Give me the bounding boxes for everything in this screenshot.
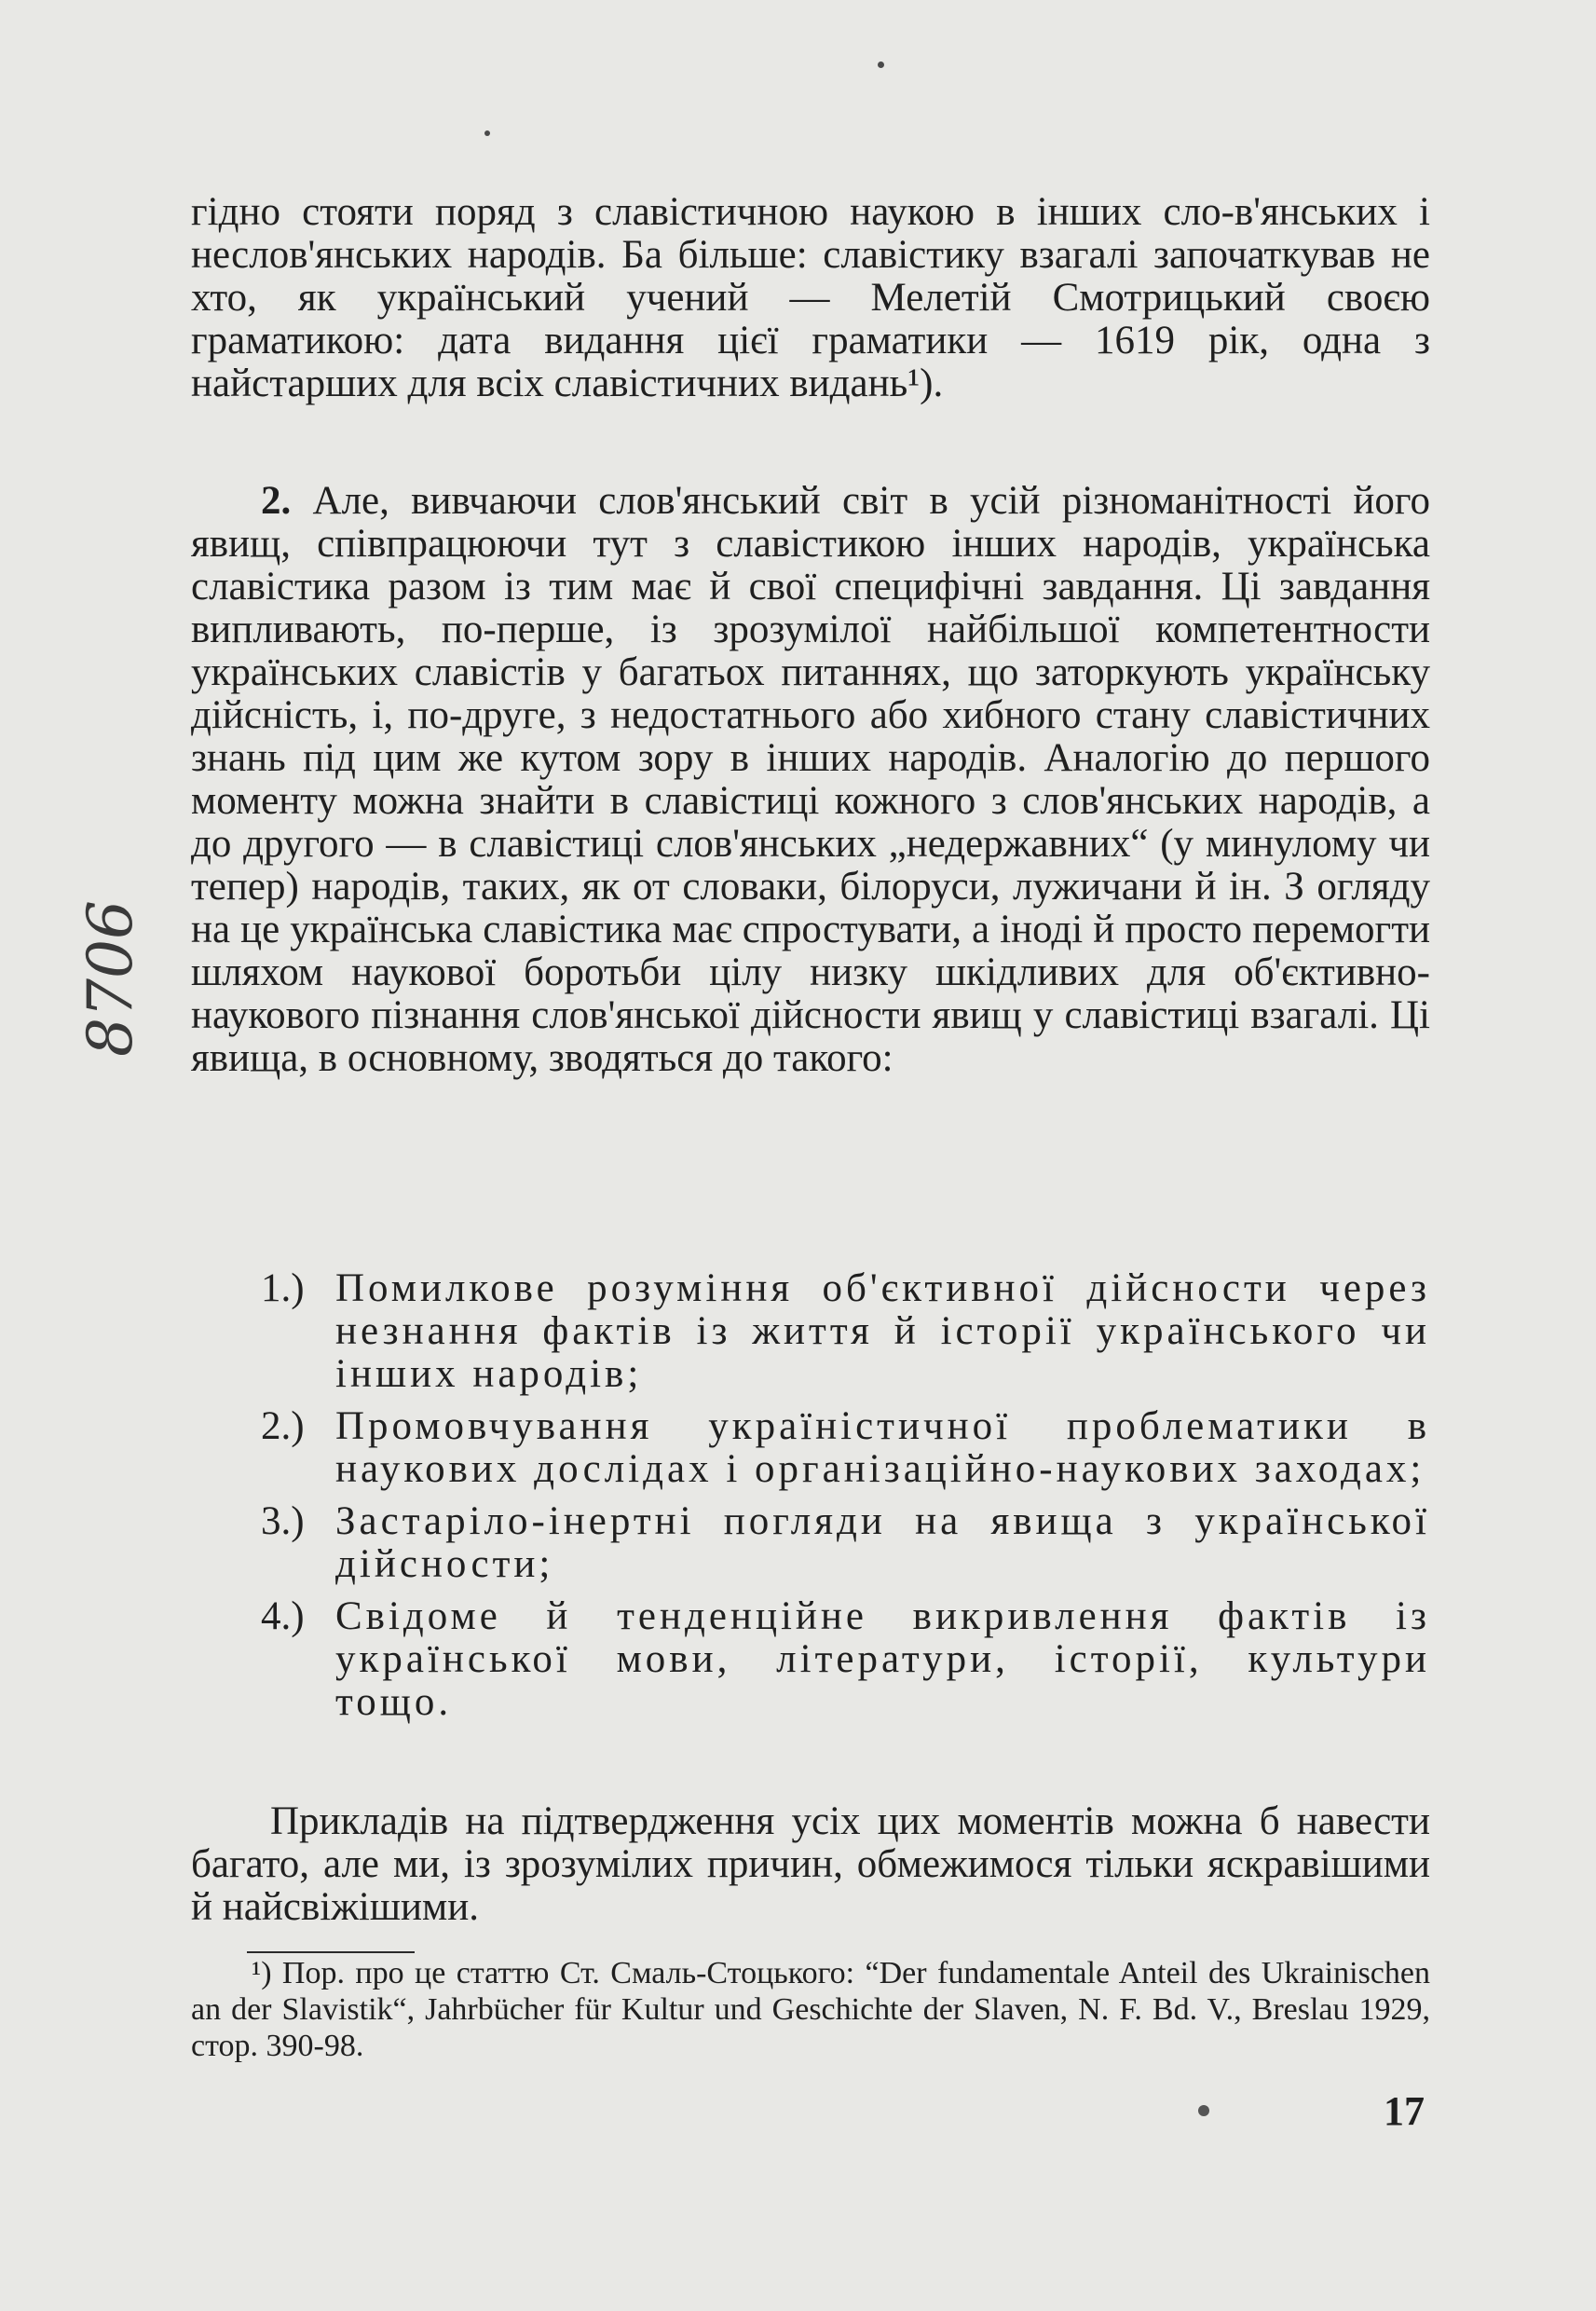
list-item-number: 1.) [261,1266,305,1310]
list-item [261,1405,1430,1491]
list-item-number: 3.) [261,1499,305,1543]
numbered-list [261,1267,1430,1733]
list-item-text: Помилкове розуміння об'єктивної дійсности через незнання фактів із життя й історії українського чи інших народів; [335,1266,1430,1396]
handwritten-annotation: 8706 [75,900,146,1057]
page-number: 17 [1384,2088,1425,2134]
list-item [261,1595,1430,1724]
list-item [261,1267,1430,1396]
list-item-number: 2.) [261,1404,305,1448]
footnote: ¹) Пор. про це статтю Ст. Смаль-Стоцького: “Der fundamentale Anteil des Ukrainischen an der Slavistik“, Jahrbücher für Kultur und Geschichte der Slaven, N. F. Bd. V., Breslau 1929, стор. 390-98. [191,1956,1430,2063]
list-item-text: Застаріло-інертні погляди на явища з української дійсности; [335,1499,1430,1586]
footnote-divider [247,1951,415,1953]
list-item-text: Промовчування україністичної проблематики в наукових дослідах і організаційно-наукових заходах; [335,1404,1430,1491]
list-item-text: Свідоме й тенденційне викривлення фактів із української мови, літератури, історії, культури тощо. [335,1594,1430,1724]
list-item-number: 4.) [261,1594,305,1638]
paragraph-number: 2. [261,479,292,523]
paragraph-2 [191,480,1430,1080]
list-item [261,1500,1430,1586]
paragraph-1: гідно стояти поряд з славістичною наукою в інших сло-в'янських і неслов'янських народів. Ба більше: славістику взагалі започаткував не хто, як український учений — Мелетій Смотрицький своєю граматикою: дата видання цієї граматики — 1619 рік, одна з найстарших для всіх славістичних видань¹). [191,190,1430,405]
paragraph-2-text: Але, вивчаючи слов'янський світ в усій різноманітності його явищ, співпрацюючи тут з славістикою інших народів, українська славістика разом із тим має й свої специфічні завдання. Ці завдання випливають, по-перше, із зрозумілої найбільшої компетентности українських славістів у багатьох питаннях, що заторкують українську дійсність, і, по-друге, з недостатнього або хибного стану славістичних знань під цим же кутом зору в інших народів. Аналогію до першого моменту можна знайти в славістиці кожного з слов'янських народів, а до другого — в славістиці слов'янських „недержавних“ (у минулому чи тепер) народів, таких, як от словаки, білоруси, лужичани й ін. З огляду на це українська славістика має спростувати, а іноді й просто перемогти шляхом наукової боротьби цілу низку шкідливих для об'єктивно-наукового пізнання слов'янської дійсности явищ у славістиці взагалі. Ці явища, в основному, зводяться до такого: [191,479,1430,1080]
paragraph-3: Прикладів на підтвердження усіх цих моментів можна б навести багато, але ми, із зрозумілих причин, обмежимося тільки яскравішими й найсвіжішими. [191,1799,1430,1929]
speck [484,130,490,136]
speck [1198,2105,1209,2116]
speck [878,62,884,68]
